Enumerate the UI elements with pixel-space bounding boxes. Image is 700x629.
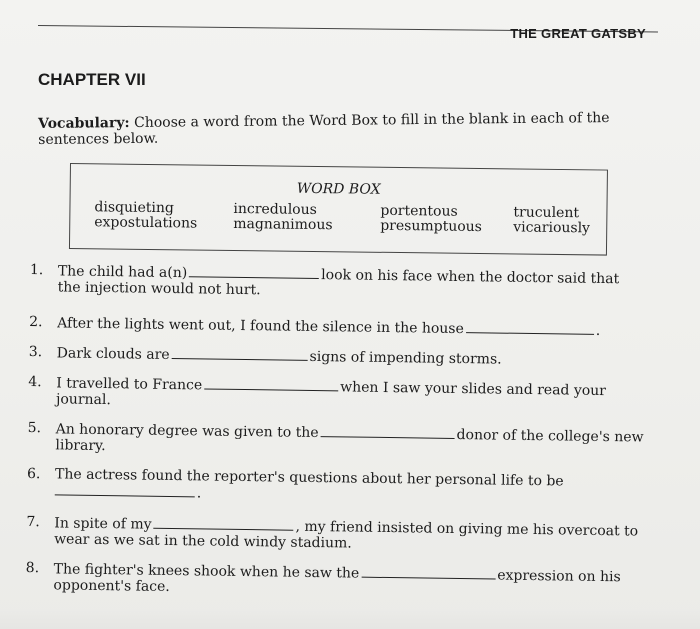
question-text: The actress found the reporter's questions about her personal life to be (54, 466, 564, 490)
question-text: when I saw your slides and read your (340, 379, 607, 400)
word: vicariously (513, 219, 591, 237)
book-title: THE GREAT GATSBY (510, 26, 646, 41)
question-number: 6. (26, 465, 41, 483)
word: expostulations (94, 214, 198, 232)
question-text: The fighter's knees shook when he saw the (53, 561, 360, 582)
question-item (25, 559, 638, 595)
instructions (38, 110, 618, 148)
question-text: signs of impending storms. (309, 348, 502, 368)
question-text: expression on his (497, 567, 621, 586)
word: portentous (380, 202, 458, 220)
answer-blank[interactable] (321, 424, 455, 439)
word-column (380, 204, 482, 235)
question-text: In spite of my (54, 515, 152, 533)
instructions-line2: sentences below. (38, 130, 159, 148)
page-shadow (0, 609, 700, 629)
question-text: the injection would not hurt. (57, 279, 261, 299)
word: incredulous (233, 201, 317, 219)
word: disquieting (94, 199, 175, 217)
word-box-title: WORD BOX (296, 180, 381, 198)
question-text: I travelled to France (56, 375, 203, 394)
question-item (26, 465, 639, 502)
answer-blank[interactable] (172, 346, 308, 361)
question-text: opponent's face. (53, 577, 170, 595)
question-item (28, 373, 640, 409)
question-item (29, 313, 641, 339)
word-column (94, 200, 197, 231)
answer-blank[interactable] (466, 320, 594, 335)
question-text: . (196, 485, 202, 502)
question-item (27, 419, 644, 455)
word-column (513, 205, 590, 236)
word-box (69, 163, 608, 256)
question-item (28, 343, 641, 368)
question-text: journal. (55, 391, 111, 409)
question-number: 8. (25, 559, 40, 577)
question-text: An honorary degree was given to the (55, 421, 319, 442)
answer-blank[interactable] (204, 376, 338, 391)
question-text: , my friend insisted on giving me his overcoat to (295, 518, 639, 540)
answer-blank[interactable] (189, 264, 319, 279)
question-item (29, 262, 642, 299)
word: truculent (513, 204, 580, 222)
question-text: library. (55, 437, 106, 455)
question-text: wear as we sat in the cold windy stadium. (54, 531, 352, 552)
question-text: Dark clouds are (56, 345, 170, 363)
question-text: The child had a(n) (57, 263, 188, 282)
question-number: 4. (28, 373, 42, 391)
answer-blank[interactable] (55, 482, 195, 497)
question-number: 2. (29, 313, 43, 331)
instructions-line1: Choose a word from the Word Box to fill in the blank in each of the (129, 110, 610, 132)
question-text: donor of the college's new (456, 426, 644, 446)
answer-blank[interactable] (154, 516, 294, 531)
chapter-title: CHAPTER VII (38, 70, 146, 89)
word-column (233, 202, 333, 233)
question-number: 1. (29, 262, 44, 279)
question-number: 7. (26, 513, 40, 531)
answer-blank[interactable] (361, 565, 495, 580)
question-number: 3. (28, 343, 43, 361)
question-text: . (595, 322, 601, 339)
question-text: After the lights went out, I found the silence in the house (57, 315, 464, 338)
instructions-label: Vocabulary: (38, 115, 130, 132)
question-item (26, 513, 639, 552)
question-list (25, 262, 670, 595)
word: presumptuous (380, 217, 483, 236)
question-text: look on his face when the doctor said that (321, 267, 620, 288)
word: magnanimous (233, 215, 333, 234)
question-number: 5. (27, 419, 42, 437)
